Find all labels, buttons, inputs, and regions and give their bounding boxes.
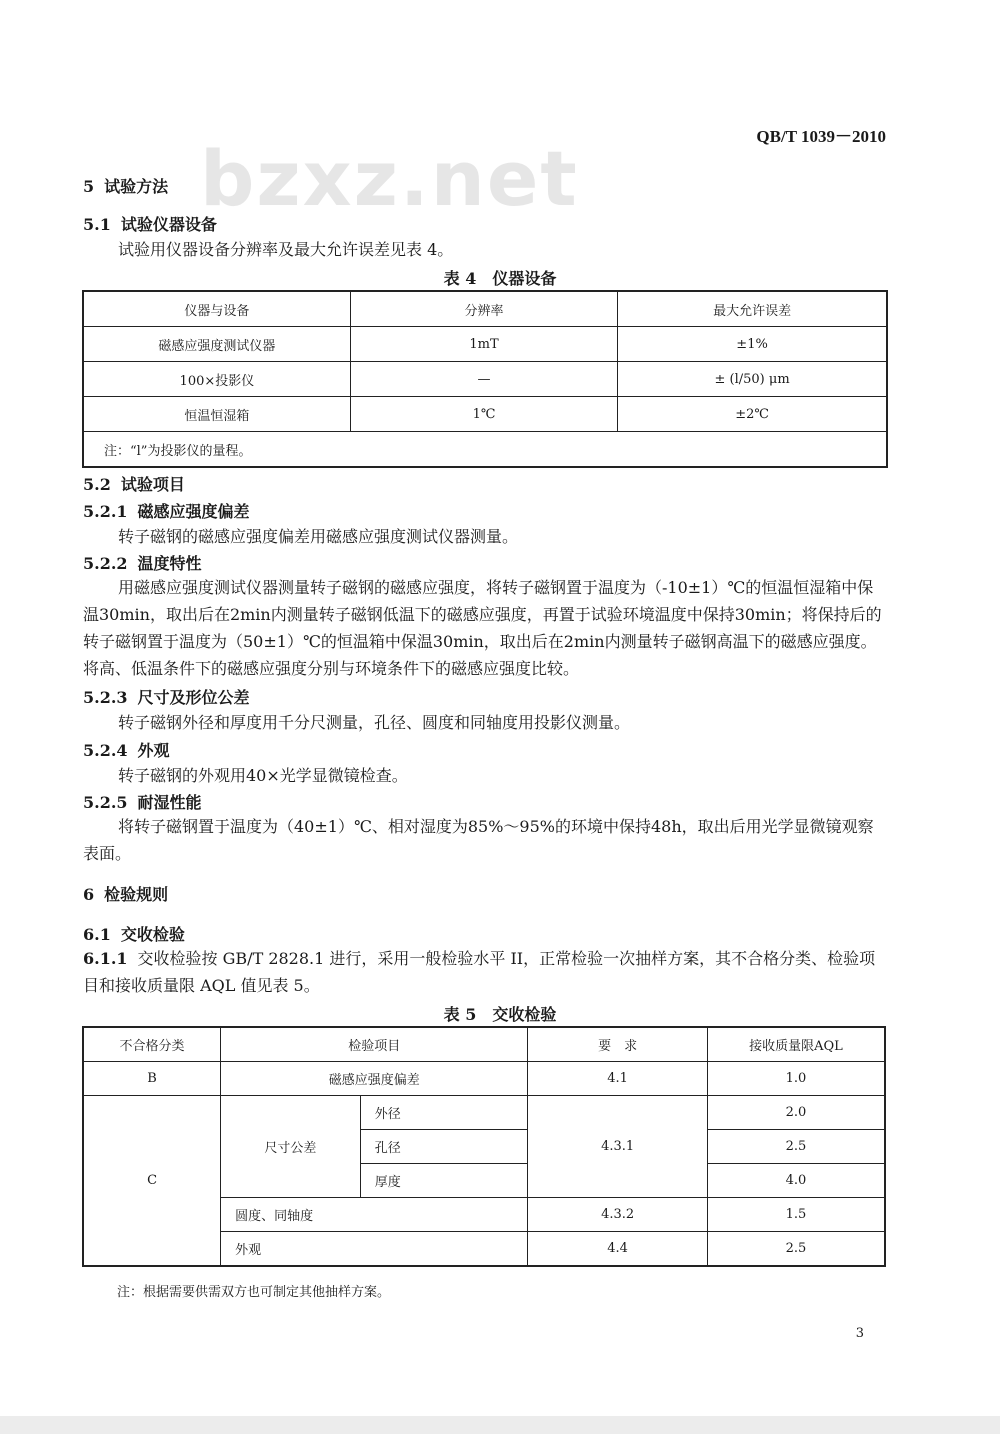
table-row xyxy=(83,327,887,362)
section-5-2-5-text: 将转子磁钢置于温度为（40±1）℃、相对湿度为85%～95%的环境中保持48h，取出后用光学显微镜观察表面。 xyxy=(83,817,874,863)
table-cell: 外观 xyxy=(221,1232,528,1267)
table-cell: 4.4 xyxy=(528,1232,708,1267)
table-4-note: 注：“l”为投影仪的量程。 xyxy=(83,432,887,468)
section-5-2-3-heading: 5.2.3 尺寸及形位公差 xyxy=(83,688,250,707)
header-cell: 仪器与设备 xyxy=(83,291,350,327)
section-5-2-4-heading: 5.2.4 外观 xyxy=(83,741,170,760)
table-5-caption: 表 5 交收检验 xyxy=(443,1005,557,1024)
section-5-2-2-text: 用磁感应强度测试仪器测量转子磁钢的磁感应强度，将转子磁钢置于温度为（-10±1）℃的恒温恒湿箱中保温30min，取出后在2min内测量转子磁钢低温下的磁感应强度，再置于试验环境温度中保持30min；将保持后的转子磁钢置于温度为（50±1）℃的恒温箱中保温30min，取出后在2min内测量转子磁钢高温下的磁感应强度。将高、低温条件下的磁感应强度分别与环境条件下的磁感应强度比较。 xyxy=(83,578,882,678)
table-cell: 4.3.1 xyxy=(528,1096,708,1198)
section-6-1-1-text: 6.1.1 交收检验按 GB/T 2828.1 进行，采用一般检验水平 II，正常检验一次抽样方案，其不合格分类、检验项目和接收质量限 AQL 值见表 5。 xyxy=(83,949,876,995)
table-cell: 外径 xyxy=(360,1096,528,1130)
section-5-heading: 5 试验方法 xyxy=(83,177,169,196)
table-note-row xyxy=(83,432,887,468)
table-cell: 尺寸公差 xyxy=(221,1096,361,1198)
table-cell: 1℃ xyxy=(350,397,617,432)
table-cell: 1mT xyxy=(350,327,617,362)
table-cell: C xyxy=(83,1096,221,1267)
table-cell: ±2℃ xyxy=(618,397,887,432)
table-cell: 磁感应强度测试仪器 xyxy=(83,327,350,362)
table-row xyxy=(83,1096,885,1130)
section-5-2-3-text: 转子磁钢外径和厚度用千分尺测量，孔径、圆度和同轴度用投影仪测量。 xyxy=(118,713,631,732)
table-cell: 圆度、同轴度 xyxy=(221,1198,528,1232)
table-cell: 4.3.2 xyxy=(528,1198,708,1232)
table-cell: 孔径 xyxy=(360,1130,528,1164)
table-row xyxy=(83,1062,885,1096)
header-cell: 最大允许误差 xyxy=(618,291,887,327)
section-5-1-heading: 5.1 试验仪器设备 xyxy=(83,215,217,234)
section-6-heading: 6 检验规则 xyxy=(83,885,169,904)
section-5-2-heading: 5.2 试验项目 xyxy=(83,475,185,494)
header-cell: 分辨率 xyxy=(350,291,617,327)
watermark: bzxz.net xyxy=(200,134,579,223)
table-4 xyxy=(82,290,888,468)
table-row xyxy=(83,397,887,432)
table-cell: ± (l/50) μm xyxy=(618,362,887,397)
table-cell: — xyxy=(350,362,617,397)
section-5-2-1-heading: 5.2.1 磁感应强度偏差 xyxy=(83,502,250,521)
table-cell: 恒温恒湿箱 xyxy=(83,397,350,432)
standard-code: QB/T 1039－2010 xyxy=(756,127,886,146)
table-row xyxy=(83,362,887,397)
header-cell: 接收质量限AQL xyxy=(707,1027,885,1062)
page-number: 3 xyxy=(855,1326,864,1341)
section-5-2-4-text: 转子磁钢的外观用40×光学显微镜检查。 xyxy=(118,766,408,785)
header-cell: 不合格分类 xyxy=(83,1027,221,1062)
table-4-caption: 表 4 仪器设备 xyxy=(443,269,557,288)
table-cell: 厚度 xyxy=(360,1164,528,1198)
table-cell: 4.0 xyxy=(707,1164,885,1198)
table-cell: 100×投影仪 xyxy=(83,362,350,397)
section-6-1-1-number: 6.1.1 xyxy=(83,949,128,968)
section-6-1-heading: 6.1 交收检验 xyxy=(83,925,185,944)
table-cell: 1.0 xyxy=(707,1062,885,1096)
header-cell: 要 求 xyxy=(528,1027,708,1062)
table-header-row xyxy=(83,1027,885,1062)
table-cell: 2.0 xyxy=(707,1096,885,1130)
table-header-row xyxy=(83,291,887,327)
section-5-2-2-heading: 5.2.2 温度特性 xyxy=(83,554,202,573)
section-5-2-1-text: 转子磁钢的磁感应强度偏差用磁感应强度测试仪器测量。 xyxy=(118,527,519,546)
table-cell: 2.5 xyxy=(707,1130,885,1164)
section-5-2-5-heading: 5.2.5 耐湿性能 xyxy=(83,793,202,812)
table-cell: 4.1 xyxy=(528,1062,708,1096)
header-cell: 检验项目 xyxy=(221,1027,528,1062)
section-5-1-text: 试验用仪器设备分辨率及最大允许误差见表 4。 xyxy=(118,240,454,259)
table-5-note: 注：根据需要供需双方也可制定其他抽样方案。 xyxy=(117,1285,391,1300)
bottom-bar xyxy=(0,1416,1000,1434)
table-cell: 2.5 xyxy=(707,1232,885,1267)
table-cell: 磁感应强度偏差 xyxy=(221,1062,528,1096)
table-cell: ±1% xyxy=(618,327,887,362)
table-5 xyxy=(82,1026,886,1267)
table-cell: B xyxy=(83,1062,221,1096)
table-cell: 1.5 xyxy=(707,1198,885,1232)
